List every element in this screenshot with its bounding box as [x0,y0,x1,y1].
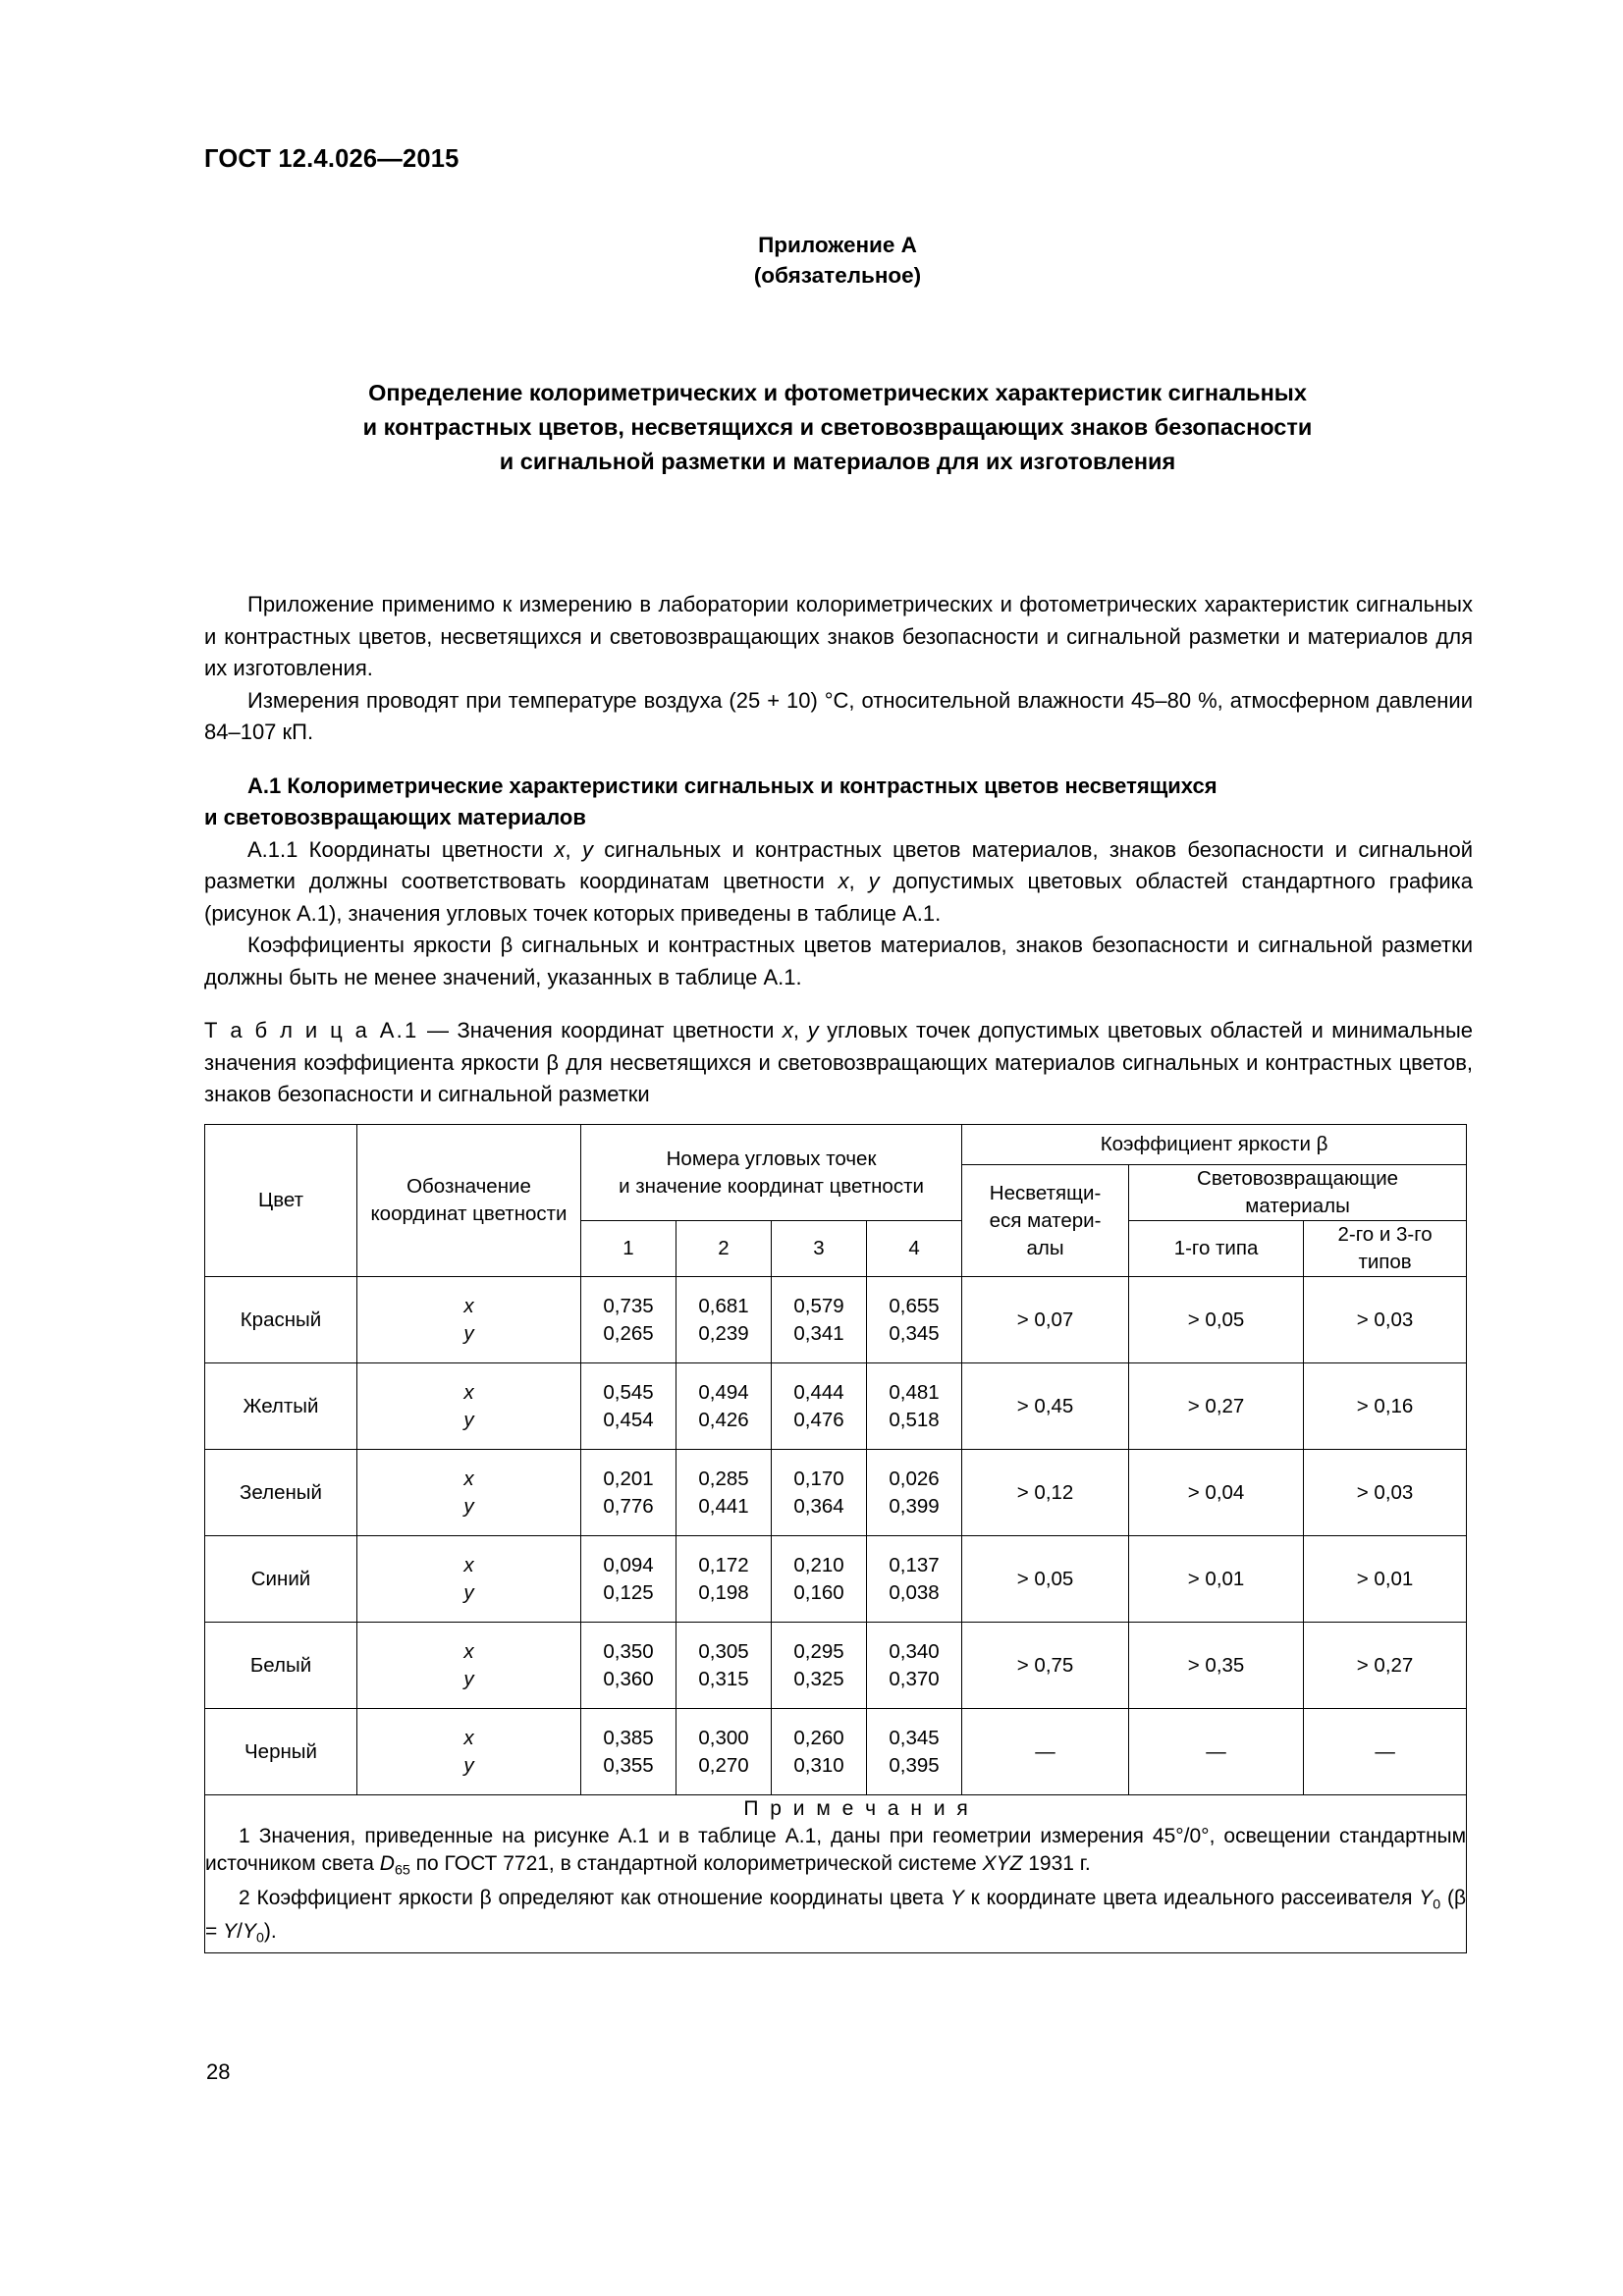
value-x: 0,545 [603,1380,654,1404]
colorimetric-system-symbol: XYZ [982,1852,1023,1875]
table-caption-comma: , [792,1018,808,1042]
var-y-1: y [581,836,593,862]
table-head-row-1 [205,1125,1467,1165]
value-x: 0,735 [603,1294,654,1317]
note-2-part-1: 2 Коэффициент яркости β определяют как отношение координаты цвета [239,1886,950,1909]
section-heading-a1 [204,771,1473,834]
value-y: 0,454 [603,1408,654,1431]
cell-type-2-3: > 0,16 [1304,1363,1467,1450]
value-x: 0,385 [603,1726,654,1749]
cell-point-4 [867,1536,962,1623]
value-y: 0,341 [793,1321,844,1345]
value-y: 0,310 [793,1753,844,1777]
section-heading-a1-line-1: А.1 Колориметрические характеристики сигнальных и контрастных цветов несветящихся [247,773,1217,798]
cell-point-3 [772,1536,867,1623]
cell-point-3 [772,1363,867,1450]
value-x: 0,579 [793,1294,844,1317]
value-x: 0,340 [889,1639,940,1663]
cell-non-luminous: > 0,75 [962,1623,1129,1709]
table-caption-text-1: Значения координат цветности [457,1018,783,1042]
header-type-2-3 [1304,1221,1467,1277]
header-designation-line-2: координат цветности [370,1202,568,1225]
cell-coord-labels [357,1277,581,1363]
formula-y-numerator: Y [223,1920,238,1944]
value-y: 0,265 [603,1321,654,1345]
coord-label-y: y [463,1753,474,1777]
cell-point-3 [772,1709,867,1795]
value-x: 0,350 [603,1639,654,1663]
var-x-2: x [838,869,849,893]
value-y: 0,160 [793,1580,844,1604]
table-a1 [204,1124,1467,1953]
cell-color-name: Синий [205,1536,357,1623]
section-heading-a1-line-2: и световозвращающих материалов [204,805,586,829]
value-x: 0,295 [793,1639,844,1663]
header-point-4: 4 [867,1221,962,1277]
header-designation-line-1: Обозначение [406,1175,531,1198]
value-x: 0,172 [698,1553,749,1576]
header-designation [357,1125,581,1277]
formula-y-denominator: Y [242,1920,256,1944]
cell-type-1: > 0,27 [1129,1363,1304,1450]
cell-point-3 [772,1450,867,1536]
coord-label-y: y [463,1494,474,1518]
value-y: 0,395 [889,1753,940,1777]
table-caption-label: Т а б л и ц а А.1 [204,1018,419,1042]
header-brightness-coefficient: Коэффициент яркости β [962,1125,1467,1165]
formula-denominator-subscript: 0 [255,1930,264,1947]
header-color: Цвет [205,1125,357,1277]
cell-coord-labels [357,1450,581,1536]
cell-point-4 [867,1363,962,1450]
page-number: 28 [206,2059,231,2084]
value-x: 0,260 [793,1726,844,1749]
note-1-part-2: по ГОСТ 7721, в стандартной колориметрической системе [409,1852,983,1875]
value-y: 0,441 [698,1494,749,1518]
illuminant-symbol: D [379,1852,395,1875]
value-y: 0,370 [889,1667,940,1690]
cell-point-4 [867,1709,962,1795]
notes-heading: П р и м е ч а н и я [743,1797,971,1820]
value-x: 0,285 [698,1467,749,1490]
header-corner-points-line-1: Номера угловых точек [666,1147,877,1170]
illuminant-subscript: 65 [394,1862,410,1879]
header-non-luminous-materials [962,1165,1129,1277]
value-x: 0,655 [889,1294,940,1317]
value-y: 0,239 [698,1321,749,1345]
cell-type-2-3: > 0,03 [1304,1450,1467,1536]
cell-type-1: — [1129,1709,1304,1795]
cell-coord-labels [357,1623,581,1709]
paragraph-a11-sep-1: , [565,836,582,862]
appendix-subtitle: (обязательное) [753,263,922,288]
luminance-y0-subscript: 0 [1433,1896,1441,1913]
value-x: 0,094 [603,1553,654,1576]
value-y: 0,360 [603,1667,654,1690]
coord-label-x: x [463,1726,474,1749]
note-1-part-3: 1931 г. [1022,1852,1091,1875]
cell-point-3 [772,1277,867,1363]
note-1 [205,1823,1466,1885]
table-row [205,1450,1467,1536]
table-row [205,1363,1467,1450]
var-y-2: y [868,869,880,893]
header-non-luminous-line-2: еся матери- [989,1208,1102,1232]
table-row [205,1709,1467,1795]
value-x: 0,201 [603,1467,654,1490]
value-x: 0,494 [698,1380,749,1404]
paragraph-a11-sep-2: , [848,869,869,893]
cell-type-1: > 0,05 [1129,1277,1304,1363]
value-x: 0,210 [793,1553,844,1576]
header-retroreflective-line-2: материалы [1245,1195,1350,1217]
body-text [204,589,1473,993]
table-row [205,1536,1467,1623]
coord-label-x: x [463,1467,474,1490]
cell-point-3 [772,1623,867,1709]
header-corner-points-line-2: и значение координат цветности [619,1174,924,1198]
note-2-part-3: (β = [205,1886,1467,1944]
table-notes-row [205,1795,1467,1953]
cell-point-1 [581,1450,676,1536]
value-y: 0,426 [698,1408,749,1431]
header-retroreflective-materials [1129,1165,1467,1221]
table-row [205,1623,1467,1709]
table-head [205,1125,1467,1277]
header-point-2: 2 [676,1221,772,1277]
header-type-2-3-line-2: типов [1358,1251,1412,1273]
cell-point-1 [581,1363,676,1450]
value-y: 0,364 [793,1494,844,1518]
note-2 [205,1885,1466,1952]
coord-label-y: y [463,1580,474,1604]
page-title-line-2: и контрастных цветов, несветящихся и световозвращающих знаков безопасности [362,414,1313,440]
formula-slash: / [237,1920,243,1944]
cell-point-4 [867,1277,962,1363]
coord-label-y: y [463,1408,474,1431]
cell-type-2-3: > 0,27 [1304,1623,1467,1709]
table-caption-dash: — [418,1018,458,1042]
cell-coord-labels [357,1709,581,1795]
note-2-part-2: к координате цвета идеального рассеивателя [963,1886,1420,1909]
coord-label-x: x [463,1294,474,1317]
note-1-part-1: 1 Значения, приведенные на рисунке А.1 и в таблице А.1, даны при геометрии измерения 45°/0°, освещении стандартным источником света [205,1825,1467,1875]
cell-color-name: Зеленый [205,1450,357,1536]
table-body [205,1277,1467,1953]
cell-type-1: > 0,04 [1129,1450,1304,1536]
paragraph-brightness: Коэффициенты яркости β сигнальных и контрастных цветов материалов, знаков безопасности и сигнальной разметки должны быть не менее значений, указанных в таблице А.1. [204,933,1473,989]
value-x: 0,026 [889,1467,940,1490]
header-type-1: 1-го типа [1129,1221,1304,1277]
page-title-line-1: Определение колориметрических и фотометрических характеристик сигнальных [368,380,1307,405]
cell-point-4 [867,1450,962,1536]
value-x: 0,444 [793,1380,844,1404]
document-standard-number: ГОСТ 12.4.026—2015 [204,145,460,173]
header-retroreflective-line-1: Световозвращающие [1197,1167,1399,1190]
cell-non-luminous: > 0,45 [962,1363,1129,1450]
cell-point-4 [867,1623,962,1709]
luminance-y0-symbol: Y [1419,1886,1434,1909]
paragraph-a11-part-1: А.1.1 Координаты цветности [247,836,555,862]
table-row [205,1277,1467,1363]
paragraph-a11-part-2: сигнальных и контрастных цветов материалов, знаков безопасности и сигнальной разметки должны соответствовать координатам цветности [204,836,1473,893]
table-caption [204,1015,1473,1111]
luminance-y-symbol: Y [949,1886,964,1909]
value-y: 0,125 [603,1580,654,1604]
cell-point-1 [581,1709,676,1795]
paragraph-conditions: Измерения проводят при температуре воздуха (25 + 10) °С, относительной влажности 45–80 %, атмосферном давлении 84–107 кП. [204,687,1473,744]
table-caption-text-2: угловых точек допустимых цветовых областей и минимальные значения коэффициента яркости β для несветящихся и световозвращающих материалов сигнальных и контрастных цветов, знаков безопасности и сигнальной разметки [204,1018,1473,1106]
cell-non-luminous: — [962,1709,1129,1795]
cell-coord-labels [357,1363,581,1450]
value-x: 0,300 [698,1726,749,1749]
cell-type-2-3: — [1304,1709,1467,1795]
value-y: 0,355 [603,1753,654,1777]
value-y: 0,270 [698,1753,749,1777]
note-2-part-4: ). [263,1920,277,1944]
cell-color-name: Черный [205,1709,357,1795]
coord-label-x: x [463,1380,474,1404]
cell-point-1 [581,1277,676,1363]
paragraph-intro: Приложение применимо к измерению в лаборатории колориметрических и фотометрических характеристик сигнальных и контрастных цветов, несветящихся и световозвращающих знаков безопасности и сигнальной разметки и материалов для их изготовления. [204,592,1473,680]
var-x-1: x [554,836,566,862]
value-y: 0,476 [793,1408,844,1431]
value-y: 0,315 [698,1667,749,1690]
appendix-heading [204,230,1471,291]
paragraph-a11-part-3: допустимых цветовых областей стандартного графика (рисунок А.1), значения угловых точек которых приведены в таблице А.1. [204,869,1473,926]
cell-type-2-3: > 0,03 [1304,1277,1467,1363]
cell-non-luminous: > 0,05 [962,1536,1129,1623]
value-x: 0,137 [889,1553,940,1576]
cell-color-name: Белый [205,1623,357,1709]
value-y: 0,325 [793,1667,844,1690]
value-y: 0,399 [889,1494,940,1518]
cell-type-1: > 0,01 [1129,1536,1304,1623]
coord-label-x: x [463,1639,474,1663]
table-a1-wrapper [204,1124,1467,1953]
cell-point-2 [676,1536,772,1623]
value-x: 0,170 [793,1467,844,1490]
header-corner-points [581,1125,962,1221]
header-type-2-3-line-1: 2-го и 3-го [1337,1223,1433,1246]
header-non-luminous-line-1: Несветящи- [989,1181,1102,1204]
header-point-1: 1 [581,1221,676,1277]
cell-point-2 [676,1623,772,1709]
cell-type-1: > 0,35 [1129,1623,1304,1709]
cell-point-2 [676,1277,772,1363]
paragraph-a11 [204,834,1473,931]
cell-point-1 [581,1623,676,1709]
coord-label-x: x [463,1553,474,1576]
value-y: 0,776 [603,1494,654,1518]
cell-point-2 [676,1450,772,1536]
page-title-line-3: и сигнальной разметки и материалов для их изготовления [499,449,1176,474]
cell-point-1 [581,1536,676,1623]
value-y: 0,518 [889,1408,940,1431]
value-x: 0,481 [889,1380,940,1404]
value-y: 0,038 [889,1580,940,1604]
cell-color-name: Красный [205,1277,357,1363]
table-caption-var-x: x [782,1018,793,1042]
value-x: 0,345 [889,1726,940,1749]
appendix-title: Приложение А [758,233,917,257]
value-x: 0,681 [698,1294,749,1317]
cell-point-2 [676,1363,772,1450]
value-y: 0,198 [698,1580,749,1604]
header-point-3: 3 [772,1221,867,1277]
page-title [204,376,1471,479]
cell-non-luminous: > 0,12 [962,1450,1129,1536]
value-x: 0,305 [698,1639,749,1663]
header-non-luminous-line-3: алы [1026,1236,1064,1259]
table-notes [205,1795,1467,1953]
cell-non-luminous: > 0,07 [962,1277,1129,1363]
cell-type-2-3: > 0,01 [1304,1536,1467,1623]
value-y: 0,345 [889,1321,940,1345]
cell-point-2 [676,1709,772,1795]
cell-coord-labels [357,1536,581,1623]
cell-color-name: Желтый [205,1363,357,1450]
coord-label-y: y [463,1321,474,1345]
table-caption-var-y: y [807,1018,819,1042]
coord-label-y: y [463,1667,474,1690]
